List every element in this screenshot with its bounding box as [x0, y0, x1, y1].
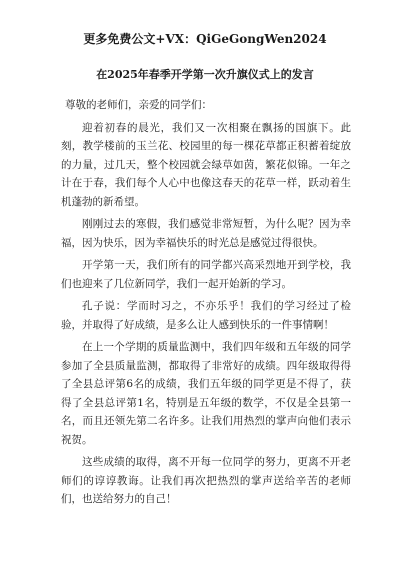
paragraph: 在上一个学期的质量监测中，我们四年级和五年级的同学参加了全县质量监测，都取得了非常好的成绩。四年级取得得了全县总评第6名的成绩，我们五年级的同学更是不得了，获得了全县总评第1名，特别是五年级的数学，不仅是全县第一名，而且还领先第二名许多。让我们用热烈的掌声向他们表示祝贺。: [61, 341, 351, 446]
speech-body: [61, 96, 351, 513]
paragraph: 开学第一天，我们所有的同学都兴高采烈地开到学校，我们也迎来了几位新同学，我们一起开始新的学习。: [61, 259, 351, 290]
paragraph: 这些成绩的取得，离不开每一位同学的努力，更离不开老师们的谆谆教诲。让我们再次把热烈的掌声送给辛苦的老师们，也送给努力的自己！: [61, 456, 351, 505]
paragraph: 孔子说：学而时习之，不亦乐乎！我们的学习经过了检验，并取得了好成绩，是多么让人感到快乐的一件事情啊！: [61, 300, 351, 331]
greeting: 尊敬的老师们，亲爱的同学们：: [65, 99, 212, 111]
paragraph: 刚刚过去的寒假，我们感觉非常短暂，为什么呢？因为幸福，因为快乐，因为幸福快乐的时光总是感觉过得很快。: [61, 218, 351, 249]
speech-title: 在2025年春季开学第一次升旗仪式上的发言: [96, 68, 314, 81]
paragraph: 迎着初春的晨光，我们又一次相聚在飘扬的国旗下。此刻，教学楼前的玉兰花、校园里的每一棵花草都正积蓄着绽放的力量，过几天，整个校园就会绿草如茵，繁花似锦。一年之计在于春，我们每个人心中也像这春天的花草一样，跃动着生机蓬勃的新希望。: [61, 121, 351, 208]
promo-header: 更多免费公文+VX：QiGeGongWen2024: [83, 32, 327, 46]
